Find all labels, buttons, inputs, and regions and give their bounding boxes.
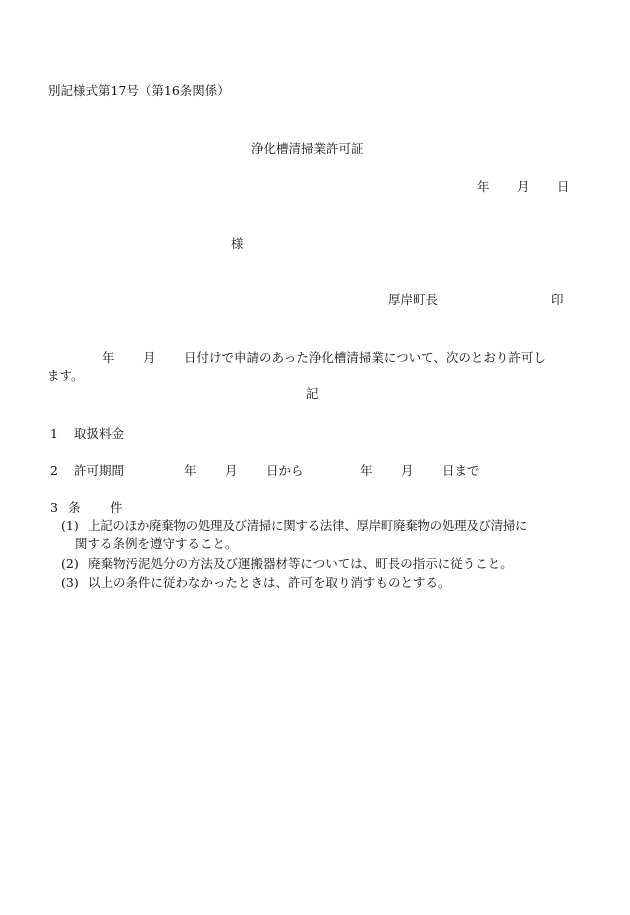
body-text-line2: ます。	[47, 368, 84, 383]
item-number: 1	[50, 426, 58, 441]
item-label: 許可期間	[74, 463, 125, 478]
condition-number: (1)	[61, 518, 79, 533]
period-from-day: 日から	[266, 463, 304, 478]
ki-label: 記	[306, 386, 319, 401]
date-day: 日	[557, 179, 570, 194]
seal-mark: 印	[551, 292, 564, 307]
body-year: 年	[102, 350, 115, 365]
item-label: 取扱料金	[74, 426, 125, 441]
condition-text-cont: 関する条例を遵守すること。	[75, 536, 238, 551]
item-number: 2	[50, 463, 58, 478]
condition-text: 以上の条件に従わなかったときは、許可を取り消すものとする。	[88, 575, 451, 590]
addressee-suffix: 様	[231, 236, 244, 251]
period-from-month: 月	[225, 463, 238, 478]
period-to-day: 日まで	[442, 463, 480, 478]
item-number: 3	[50, 500, 58, 515]
condition-number: (3)	[61, 575, 79, 590]
item-label-a: 条	[68, 500, 81, 515]
condition-text: 上記のほか廃棄物の処理及び清掃に関する法律、厚岸町廃棄物の処理及び清掃に	[88, 518, 528, 533]
condition-number: (2)	[61, 556, 79, 571]
period-from-year: 年	[184, 463, 197, 478]
date-month: 月	[517, 179, 530, 194]
period-to-year: 年	[360, 463, 373, 478]
form-number: 別記様式第17号（第16条関係）	[48, 83, 230, 98]
item-label-b: 件	[110, 500, 123, 515]
date-year: 年	[477, 179, 490, 194]
period-to-month: 月	[401, 463, 414, 478]
document-title: 浄化槽清掃業許可証	[251, 141, 364, 156]
body-month: 月	[143, 350, 156, 365]
body-text-line1: 日付けで申請のあった浄化槽清掃業について、次のとおり許可し	[184, 350, 546, 365]
issuer-name: 厚岸町長	[388, 292, 439, 307]
condition-text: 廃棄物汚泥処分の方法及び運搬器材等については、町長の指示に従うこと。	[88, 556, 513, 571]
